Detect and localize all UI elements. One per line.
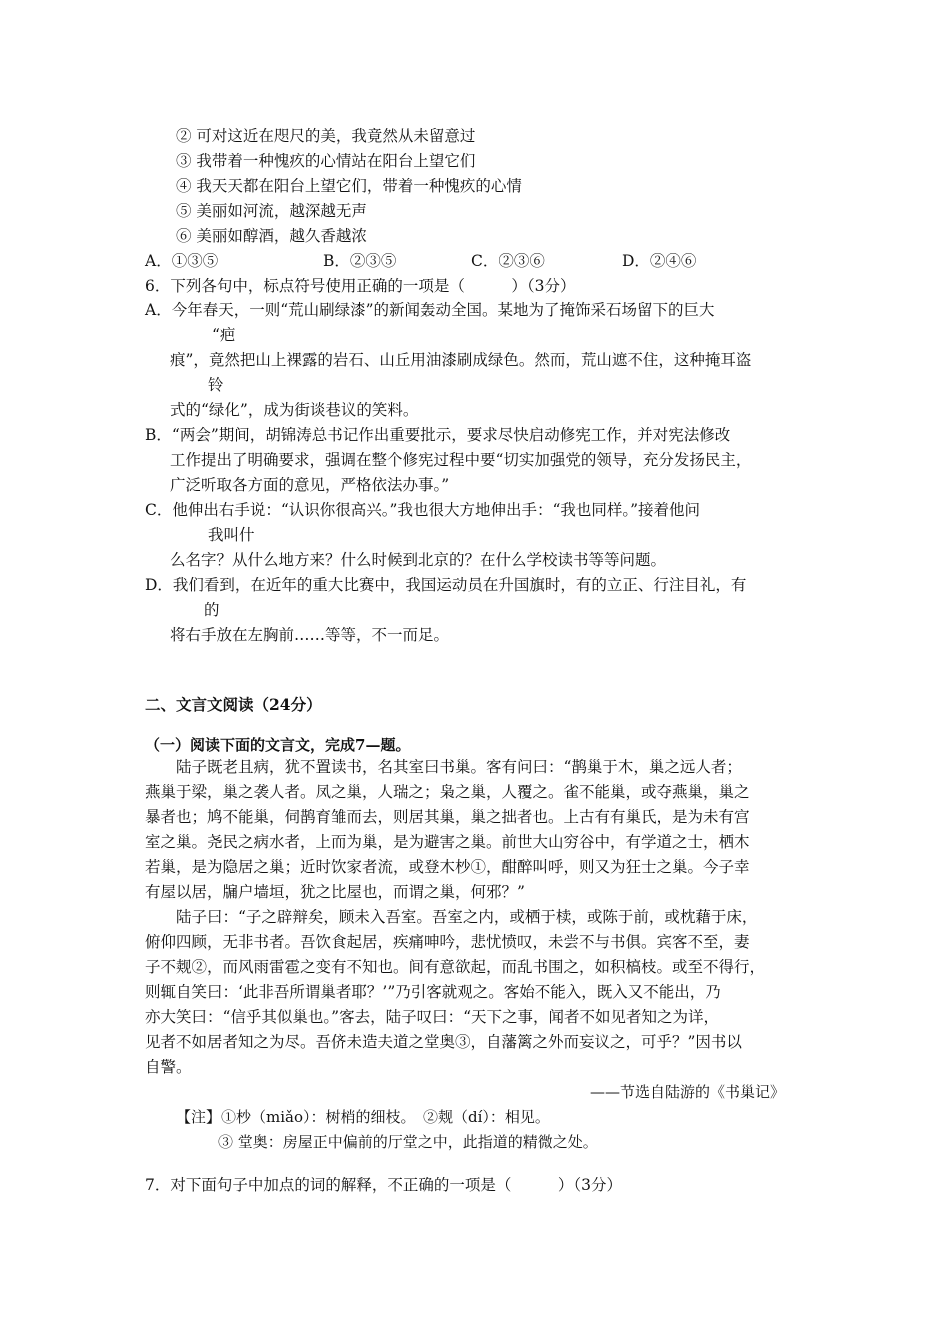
passage-p1-line3: 暴者也；鸠不能巢，伺鹊育雏而去，则居其巢，巢之拙者也。上古有有巢氏，是为未有宫 <box>145 808 750 826</box>
q5-item-4: ④ 我天天都在阳台上望它们，带着一种愧疚的心情 <box>176 177 522 195</box>
q6-stem: 6．下列各句中，标点符号使用正确的一项是（ ）（3分） <box>145 277 576 295</box>
q5-item-6: ⑥ 美丽如醇酒，越久香越浓 <box>176 227 367 245</box>
passage-p2-line1: 陆子曰：“子之辟辩矣，顾未入吾室。吾室之内，或栖于椟，或陈于前，或枕藉于床， <box>145 908 758 926</box>
q6-b-line2: 工作提出了明确要求，强调在整个修宪过程中要“切实加强党的领导，充分发扬民主， <box>170 451 752 469</box>
passage-p2-line7: 自警。 <box>145 1058 192 1076</box>
passage-p2-line6: 见者不如居者知之为尽。吾侪未造夫道之堂奥③，自藩篱之外而妄议之，可乎？”因书以 <box>145 1033 742 1051</box>
q5-option-a: A．①③⑤ <box>145 252 219 270</box>
q6-a-line2: “疤 <box>212 326 236 344</box>
note-line2: ③ 堂奥：房屋正中偏前的厅堂之中，此指道的精微之处。 <box>218 1133 598 1151</box>
q7-stem: 7．对下面句子中加点的词的解释，不正确的一项是（ ）（3分） <box>145 1176 622 1194</box>
q5-option-b: B．②③⑤ <box>323 252 397 270</box>
q5-item-2: ② 可对这近在咫尺的美，我竟然从未留意过 <box>176 127 476 145</box>
q6-a-line5: 式的“绿化”，成为街谈巷议的笑料。 <box>170 401 419 419</box>
q5-option-c: C．②③⑥ <box>471 252 545 270</box>
q6-c-line1: C．他伸出右手说：“认识你很高兴。”我也很大方地伸出手：“我也同样。”接着他问 <box>145 501 701 519</box>
q5-item-3: ③ 我带着一种愧疚的心情站在阳台上望它们 <box>176 152 476 170</box>
passage-p2-line3: 子不觌②，而风雨雷雹之变有不知也。间有意欲起，而乱书围之，如积槁枝。或至不得行， <box>145 958 766 976</box>
passage-p1-line1: 陆子既老且病，犹不置读书，名其室曰书巢。客有问曰：“鹊巢于木，巢之远人者； <box>145 758 742 776</box>
passage-p2-line4: 则辄自笑曰：‘此非吾所谓巢者耶？’”乃引客就观之。客始不能入，既入又不能出，乃 <box>145 983 721 1001</box>
q5-option-d: D．②④⑥ <box>622 252 697 270</box>
q6-d-line2: 的 <box>204 601 220 619</box>
q6-a-line4: 铃 <box>208 376 224 394</box>
passage-source: ——节选自陆游的《书巢记》 <box>590 1083 786 1101</box>
note-line1: 【注】①杪（miǎo）：树梢的细枝。 ②觌（dí）：相见。 <box>176 1108 550 1126</box>
q6-b-line1: B．“两会”期间，胡锦涛总书记作出重要批示，要求尽快启动修宪工作，并对宪法修改 <box>145 426 731 444</box>
q6-b-line3: 广泛听取各方面的意见，严格依法办事。” <box>170 476 450 494</box>
passage-p2-line5: 亦大笑曰：“信乎其似巢也。”客去，陆子叹曰：“天下之事，闻者不如见者知之为详， <box>145 1008 720 1026</box>
q6-a-line1: A．今年春天，一则“荒山刷绿漆”的新闻轰动全国。某地为了掩饰采石场留下的巨大 <box>145 301 715 319</box>
q5-item-5: ⑤ 美丽如河流，越深越无声 <box>176 202 367 220</box>
section-title: 二、文言文阅读（24分） <box>145 695 322 714</box>
q6-c-line2: 我叫什 <box>208 526 255 544</box>
q6-d-line1: D．我们看到，在近年的重大比赛中，我国运动员在升国旗时，有的立正、行注目礼，有 <box>145 576 747 594</box>
q6-a-line3: 痕”，竟然把山上裸露的岩石、山丘用油漆刷成绿色。然而，荒山遮不住，这种掩耳盗 <box>170 351 752 369</box>
passage-p2-line2: 俯仰四顾，无非书者。吾饮食起居，疾痛呻吟，悲忧愤叹，未尝不与书俱。宾客不至，妻 <box>145 933 750 951</box>
section-subtitle: （一）阅读下面的文言文，完成7—题。 <box>145 736 411 754</box>
passage-p1-line4: 室之巢。尧民之病水者，上而为巢，是为避害之巢。前世大山穷谷中，有学道之士，栖木 <box>145 833 750 851</box>
passage-p1-line2: 燕巢于梁，巢之袭人者。凤之巢，人瑞之；枭之巢，人覆之。雀不能巢，或夺燕巢，巢之 <box>145 783 750 801</box>
q6-d-line3: 将右手放在左胸前……等等，不一而足。 <box>170 626 450 644</box>
q6-c-line3: 么名字？从什么地方来？什么时候到北京的？在什么学校读书等等问题。 <box>170 551 667 569</box>
passage-p1-line6: 有屋以居，牖户墙垣，犹之比屋也，而谓之巢，何邪？” <box>145 883 525 901</box>
passage-p1-line5: 若巢，是为隐居之巢；近时饮家者流，或登木杪①，酣醉叫呼，则又为狂士之巢。今子幸 <box>145 858 750 876</box>
